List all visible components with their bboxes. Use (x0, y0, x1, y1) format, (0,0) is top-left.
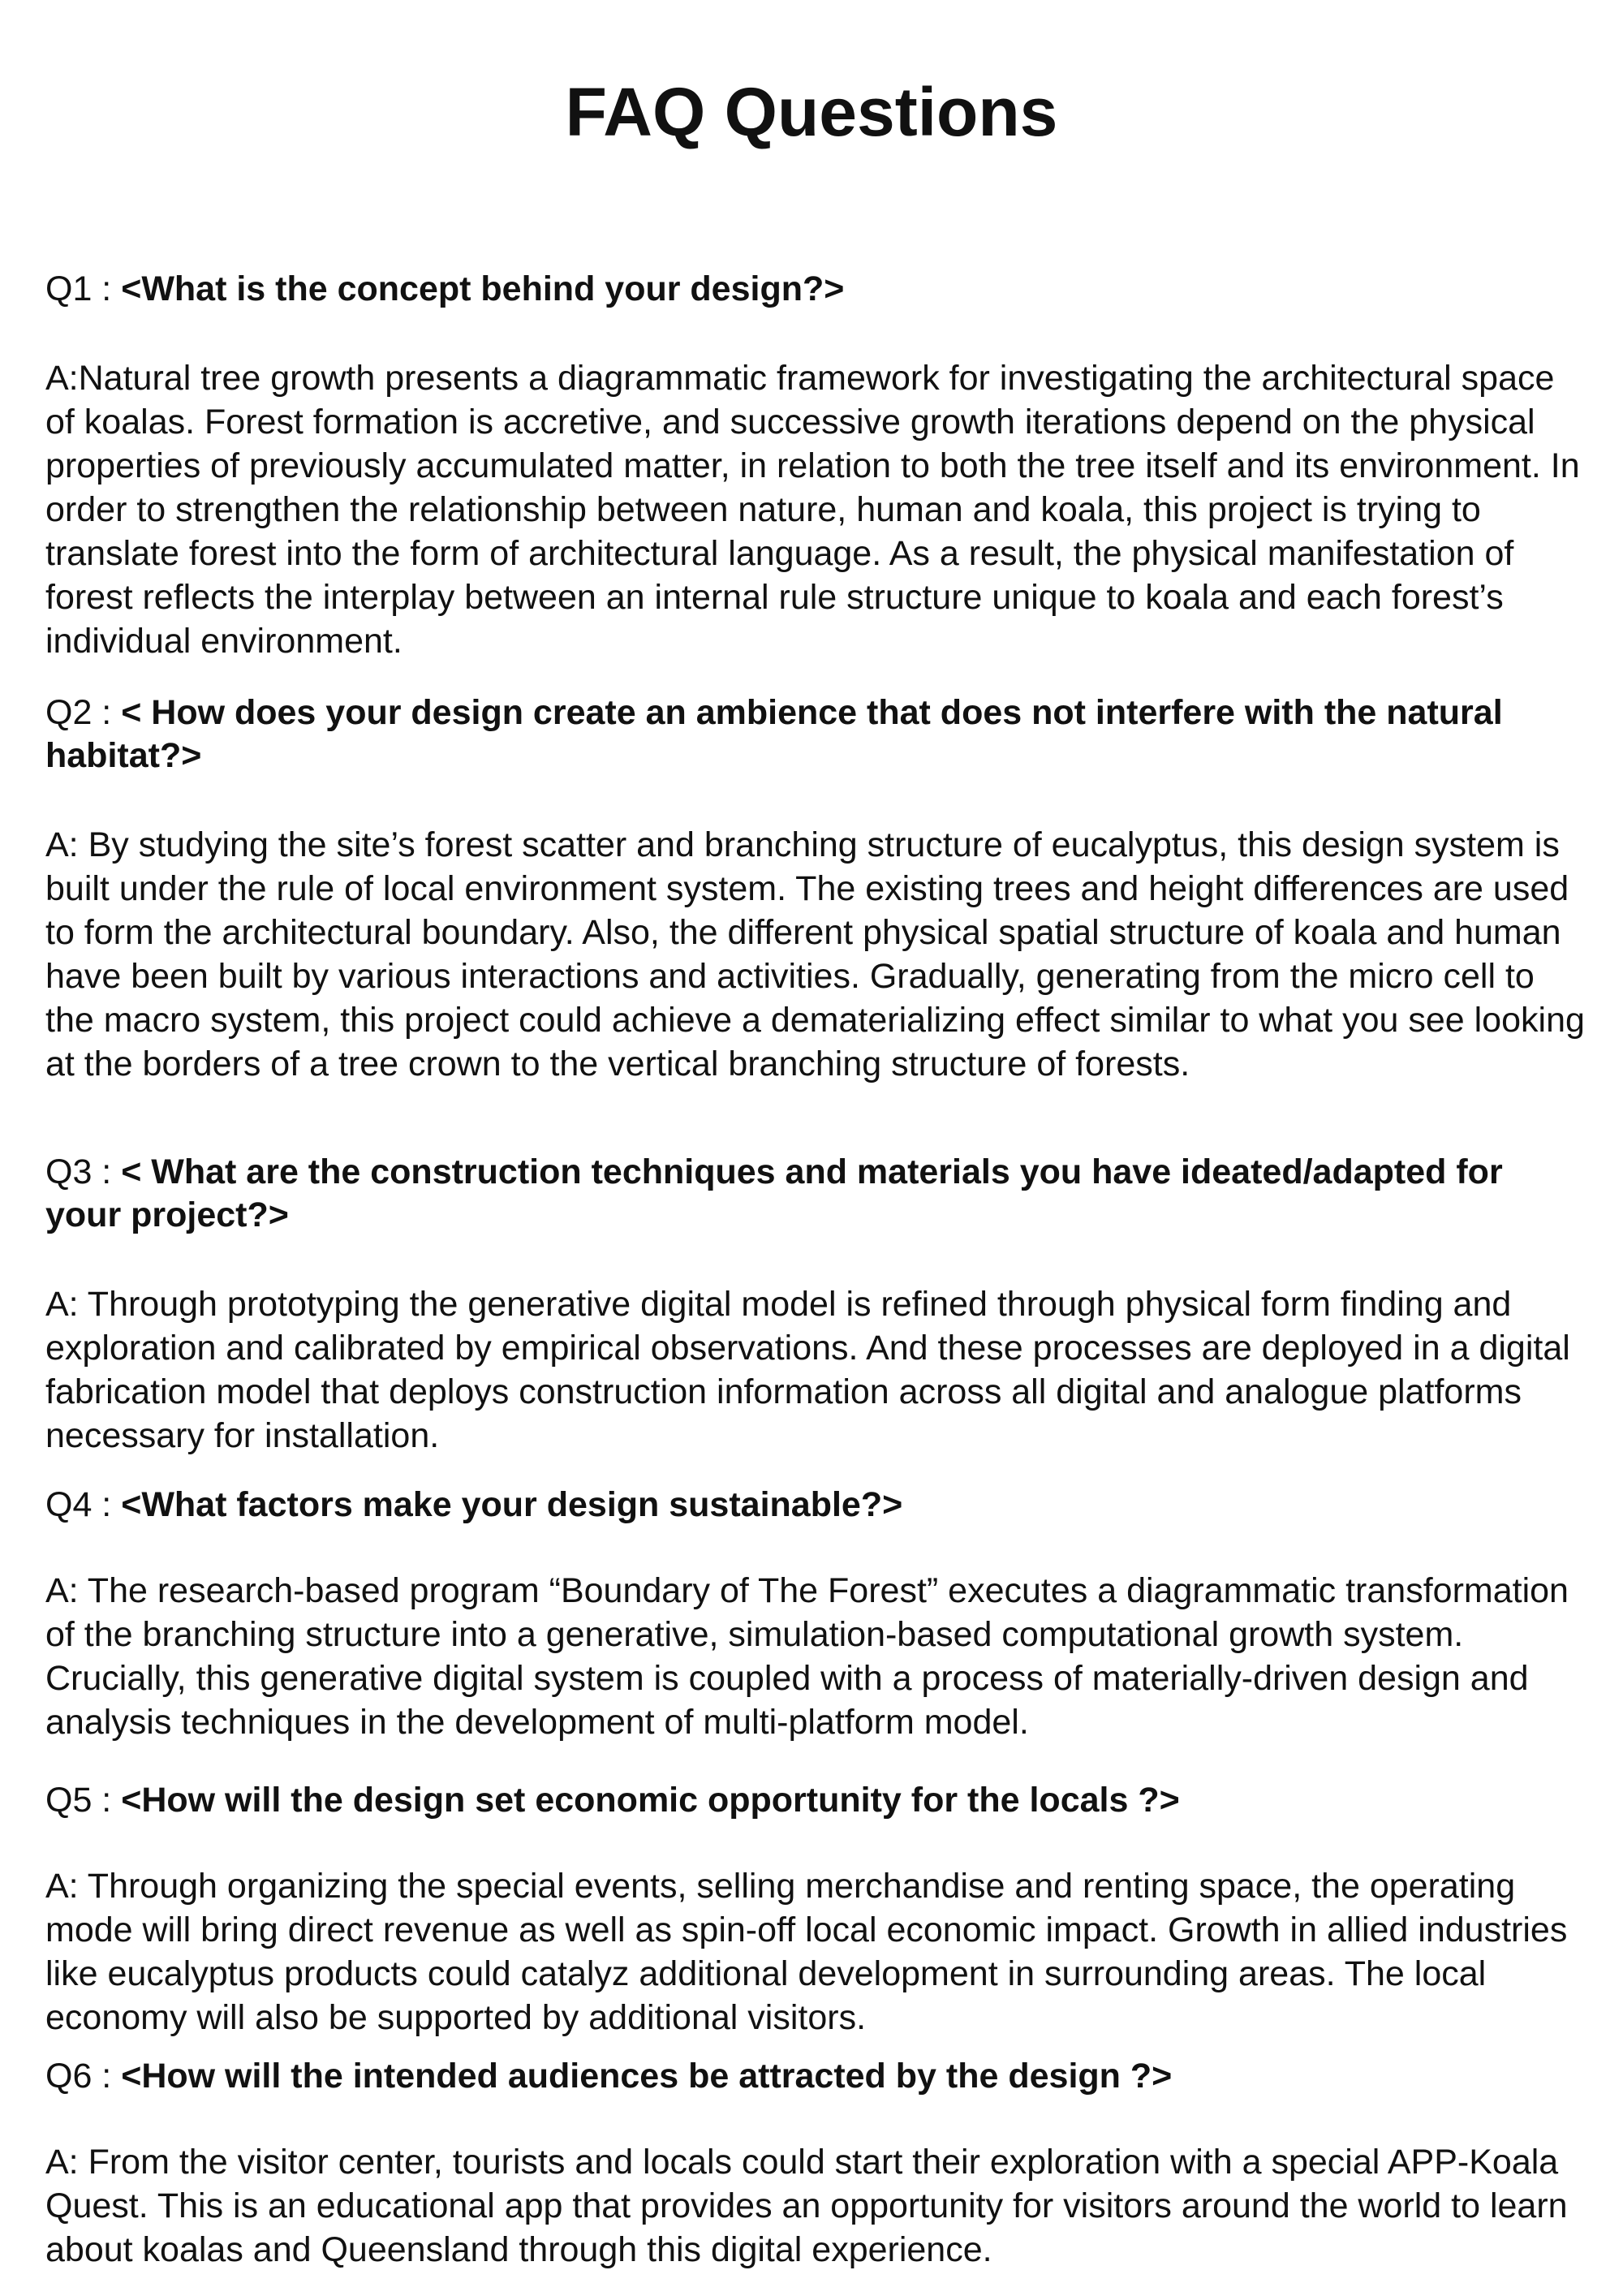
question-number: Q5 : (45, 1781, 122, 1820)
question (45, 1779, 1587, 1822)
question-text: < What are the construction techniques and materials you have ideated/adapted for your project?> (45, 1152, 1503, 1234)
faq-item-4 (45, 1484, 1587, 1744)
question-number: Q2 : (45, 693, 122, 732)
faq-item-2 (45, 691, 1587, 1086)
faq-item-1 (45, 268, 1587, 663)
question-text: <What is the concept behind your design?> (121, 269, 845, 308)
answer-text: A: Through prototyping the generative digital model is refined through physical form finding and exploration and calibrated by empirical observations. And these processes are deployed in a digital fabrication model that deploys construction information across all digital and analogue platforms necessary for installation. (45, 1285, 1570, 1455)
page-title: FAQ Questions (565, 74, 1058, 150)
question-number: Q1 : (45, 269, 122, 308)
question-number: Q3 : (45, 1152, 122, 1191)
faq-item-3 (45, 1151, 1587, 1458)
question-text: <What factors make your design sustainable?> (121, 1485, 903, 1524)
question-number: Q6 : (45, 2057, 122, 2096)
question-number: Q4 : (45, 1485, 122, 1524)
question (45, 1151, 1587, 1237)
question-text: <How will the intended audiences be attracted by the design ?> (121, 2057, 1173, 2096)
question (45, 1484, 1587, 1527)
faq-item-6 (45, 2055, 1587, 2272)
question (45, 268, 1587, 311)
answer-text: A: Through organizing the special events, selling merchandise and renting space, the operating mode will bring direct revenue as well as spin-off local economic impact. Growth in allied industries like eucalyptus products could catalyz additional development in surrounding areas. The local economy will also be supported by additional visitors. (45, 1867, 1568, 2037)
question-text: < How does your design create an ambience that does not interfere with the natural habitat?> (45, 693, 1503, 775)
answer-text: A: The research-based program “Boundary of The Forest” executes a diagrammatic transformation of the branching structure into a generative, simulation-based computational growth system. Crucially, this generative digital system is coupled with a process of materially-driven design and analysis techniques in the development of multi-platform model. (45, 1571, 1569, 1742)
question (45, 2055, 1587, 2098)
faq-item-5 (45, 1779, 1587, 2040)
answer-text: A:Natural tree growth presents a diagrammatic framework for investigating the architectural space of koalas. Forest formation is accretive, and successive growth iterations depend on the physical properties of previously accumulated matter, in relation to both the tree itself and its environment. In order to strengthen the relationship between nature, human and koala, this project is trying to translate forest into the form of architectural language. As a result, the physical manifestation of forest reflects the interplay between an internal rule structure unique to koala and each forest’s individual environment. (45, 359, 1580, 661)
answer-text: A: From the visitor center, tourists and locals could start their exploration with a special APP-Koala Quest. This is an educational app that provides an opportunity for visitors around the world to learn about koalas and Queensland through this digital experience. (45, 2143, 1568, 2269)
answer-text: A: By studying the site’s forest scatter and branching structure of eucalyptus, this design system is built under the rule of local environment system. The existing trees and height differences are used to form the architectural boundary. Also, the different physical spatial structure of koala and human have been built by various interactions and activities. Gradually, generating from the micro cell to the macro system, this project could achieve a dematerializing effect similar to what you see looking at the borders of a tree crown to the vertical branching structure of forests. (45, 825, 1585, 1083)
question (45, 691, 1587, 778)
question-text: <How will the design set economic opportunity for the locals ?> (121, 1781, 1180, 1820)
